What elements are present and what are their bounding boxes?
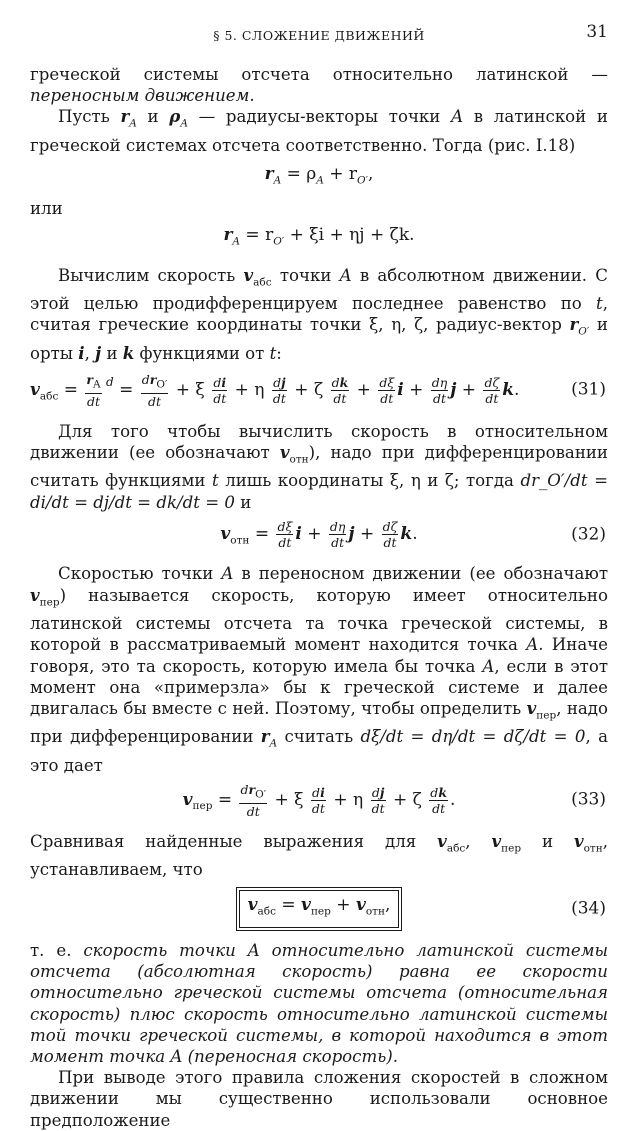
paragraph-2: Пусть $r_A$ и $\rho_A$ — радиусы-векторы точки A в латинской и греческой системах отсчета соответственно. Тогда (рис. I.18) <box>30 106 608 155</box>
running-header <box>0 22 638 46</box>
equation-number-33: (33) <box>571 789 606 810</box>
paragraph-6: Сравнивая найденные выражения для $v_{абс}$, $v_{пер}$ и $v_{отн}$, устанавливаем, что <box>30 830 609 880</box>
page-number: 31 <box>586 22 608 42</box>
paragraph-3: Вычислим скорость $v_{абс}$ точки A в абсолютном движении. С этой целью продифференцируем последнее равенство по t, считая греческие координаты точки ξ, η, ζ, радиус-вектор $r_{O'}$ и орты i, j и k функциями от t: <box>30 264 609 363</box>
equation-position: $r_A = \rho_A + r_{O'}$, <box>264 164 374 187</box>
paragraph-4: Для того чтобы вычислить скорость в относительном движении (ее обозначают $v_{отн}$), надо при дифференцировании считать функциями t лишь координаты ξ, η и ζ; тогда dr_O′/dt = di/dt = dj/dt = dk/dt = 0 и <box>30 421 608 512</box>
paragraph-1: греческой системы отсчета относительно латинской — переносным движением. <box>30 65 608 106</box>
paragraph-5: Скоростью точки A в переносном движении (ее обозначают $v_{пер}$) называется скорость, которую имеет относительно латинской системы отсчета та точка греческой системы, в которой в рассматриваемый момент находится точка A. Иначе говоря, это та скорость, которую имела бы точка A, если в этот момент она «примерзла» бы к греческой системе и далее двигалась бы вместе с ней. Поэтому, чтобы определить $v_{пер}$, надо при дифференцировании $r_A$ считать dξ/dt = dη/dt = dζ/dt = 0, а это дает <box>30 564 609 775</box>
equation-32: $v_{отн}$ = $\frac{d\xi}{dt}$ i + $\frac{d\eta}{dt}$ j + $\frac{d\zeta}{dt}$ k. (32) <box>220 518 606 550</box>
equation-number-34: (34) <box>571 898 606 919</box>
paragraph-8: При выводе этого правила сложения скоростей в сложном движении мы существенно использовали основное предположение <box>30 1068 608 1130</box>
page-body <box>30 64 608 1131</box>
equation-number-32: (32) <box>571 524 606 545</box>
boxed-equation: $v_{абс} = v_{пер} + v_{отн}$, <box>239 890 400 928</box>
equation-33: $v_{пер}$ = $\frac{dr_{O'}}{dt}$ + ξ $\frac{di}{dt}$ + η $\frac{dj}{dt}$ + ζ $\frac{dk}{dt}$ . (33) <box>182 782 606 819</box>
equation-position-expanded: $r_A = r_{O'} + \xi i + \eta j + \zeta k$. <box>223 224 415 248</box>
equation-31: $v_{абс}$ = $\frac{r_A}{dt}$ $^d$ = $\frac{dr_{O'}}{dt}$ + ξ $\frac{di}{dt}$ + η $\frac{dj}{dt}$ + ζ $\frac{dk}{dt}$ + $\frac{d\xi}{dt}$ i + $\frac{d\eta}{dt}$ j + $\frac{d\zeta}{dt}$ k. (31) <box>30 372 606 409</box>
equation-number-31: (31) <box>571 379 606 400</box>
or-word: или <box>30 198 63 218</box>
equation-34 <box>30 890 608 928</box>
paragraph-7: т. е. скорость точки A относительно латинской системы отсчета (абсолютная скорость) равна ее скорости относительно греческой системы отсчета (относительная скорость) плюс скорость относительно латинской системы той точки греческой системы, в которой находится в этот момент точка A (переносная скорость). <box>30 941 608 1067</box>
section-title: § 5. СЛОЖЕНИЕ ДВИЖЕНИЙ <box>213 28 425 43</box>
